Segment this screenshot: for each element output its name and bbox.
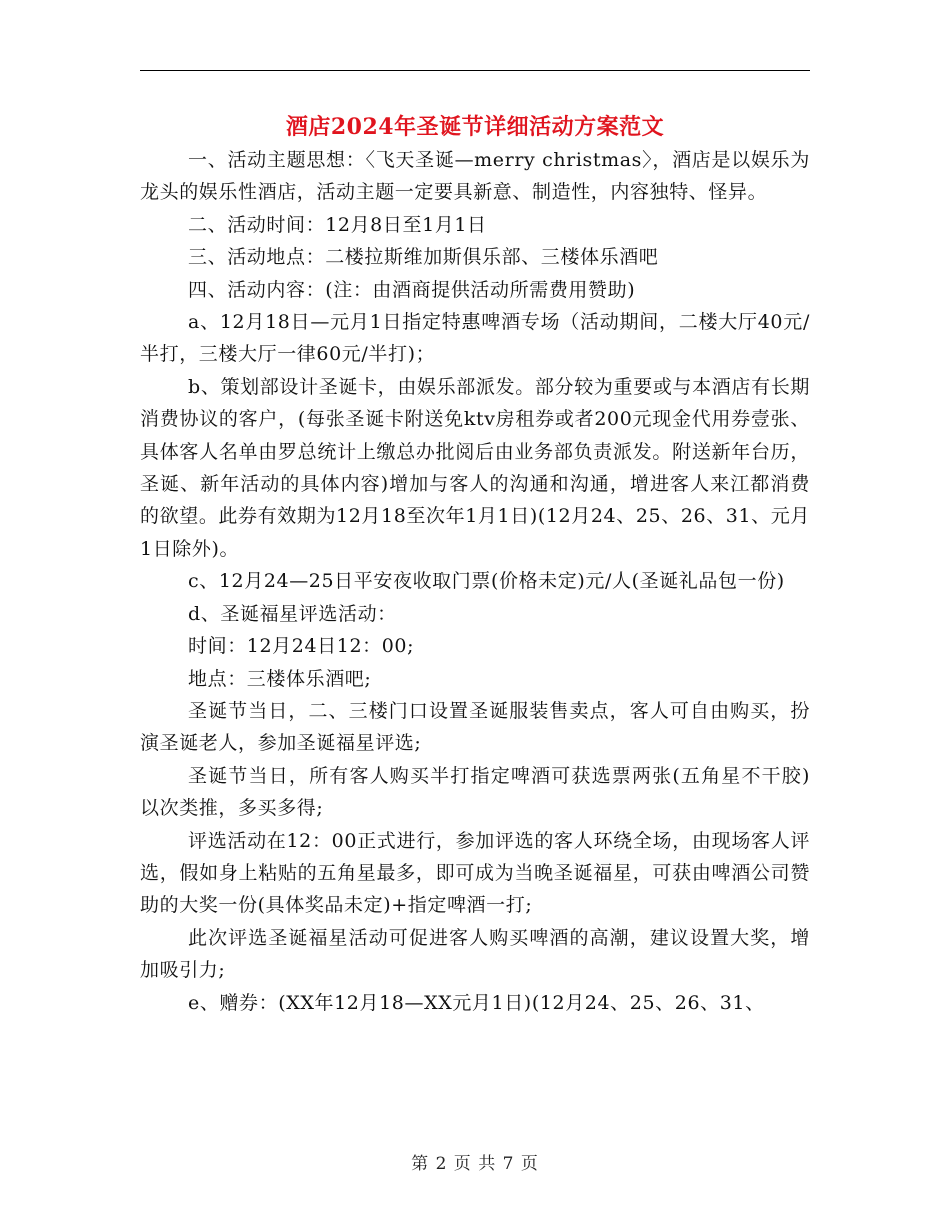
- paragraph-time: 二、活动时间：12月8日至1月1日: [188, 213, 487, 236]
- document-body: [140, 144, 810, 1019]
- paragraph-event-time: 时间：12月24日12：00;: [188, 635, 415, 658]
- document-title: 酒店2024年圣诞节详细活动方案范文: [285, 114, 665, 140]
- paragraph-costume-sale: 圣诞节当日，二、三楼门口设置圣诞服装售卖点，客人可自由购买，扮演圣诞老人，参加圣诞福星评选;: [140, 699, 810, 755]
- paragraph-suggestion: 此次评选圣诞福星活动可促进客人购买啤酒的高潮，建议设置大奖，增加吸引力;: [140, 926, 810, 982]
- paragraph-item-c: c、12月24—25日平安夜收取门票(价格未定)元/人(圣诞礼品包一份): [188, 570, 785, 593]
- paragraph-item-d: d、圣诞福星评选活动：: [188, 602, 397, 625]
- paragraph-theme: 一、活动主题思想：〈飞天圣诞—merry christmas〉，酒店是以娱乐为龙头的娱乐性酒店，活动主题一定要具新意、制造性，内容独特、怪异。: [140, 149, 810, 204]
- page-number: 第 2 页 共 7 页: [411, 1154, 539, 1174]
- header-rule: [140, 70, 810, 71]
- paragraph-content-heading: 四、活动内容：(注：由酒商提供活动所需费用赞助): [188, 278, 636, 301]
- paragraph-ballots: 圣诞节当日，所有客人购买半打指定啤酒可获选票两张(五角星不干胶)以次类推，多买多得;: [140, 764, 810, 820]
- paragraph-item-a: a、12月18日—元月1日指定特惠啤酒专场（活动期间，二楼大厅40元/半打，三楼大厅一律60元/半打)；: [140, 311, 810, 366]
- paragraph-event-location: 地点：三楼体乐酒吧;: [188, 667, 372, 690]
- paragraph-item-b: b、策划部设计圣诞卡，由娱乐部派发。部分较为重要或与本酒店有长期消费协议的客户，(每张圣诞卡附送免ktv房租券或者200元现金代用券壹张、具体客人名单由罗总统计上缴总办批阅后由业务部负责派发。附送新年台历，圣诞、新年活动的具体内容)增加与客人的沟通和沟通，增进客人来江都消费的欲望。此券有效期为12月18至次年1月1日)(12月24、25、26、31、元月1日除外)。: [140, 375, 810, 560]
- paragraph-item-e: e、赠券：(XX年12月18—XX元月1日)(12月24、25、26、31、: [188, 991, 765, 1014]
- paragraph-selection: 评选活动在12：00正式进行，参加评选的客人环绕全场，由现场客人评选，假如身上粘贴的五角星最多，即可成为当晚圣诞福星，可获由啤酒公司赞助的大奖一份(具体奖品未定)+指定啤酒一打;: [140, 829, 810, 917]
- paragraph-location: 三、活动地点：二楼拉斯维加斯俱乐部、三楼体乐酒吧: [188, 246, 659, 269]
